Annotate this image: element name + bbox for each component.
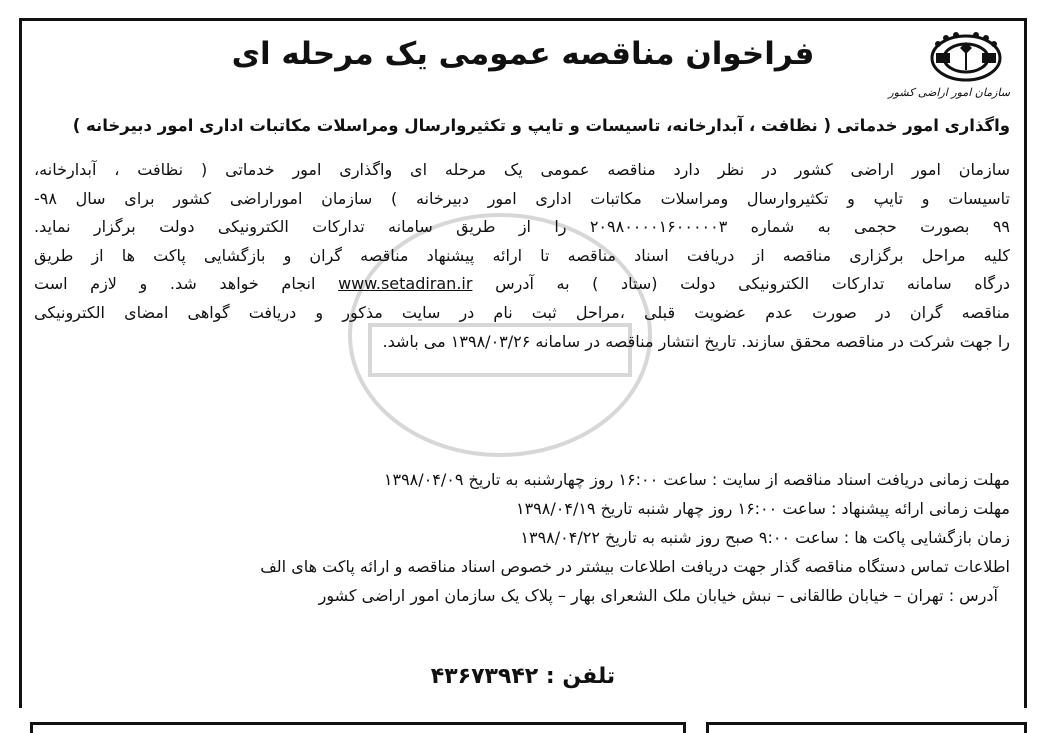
next-notice-frame-left — [30, 722, 686, 733]
portal-text-before: درگاه سامانه تدارکات الکترونیکی دولت (ستاد ) به آدرس — [495, 274, 1010, 294]
notice-info — [34, 465, 1010, 610]
body-line: مناقصه گران در صورت عدم عضویت قبلی ،مراحل ثبت نام در سایت مذکور و دریافت گواهی امضای الکترونیکی — [34, 302, 1010, 322]
address: آدرس : تهران – خیابان طالقانی – نبش خیابان ملک الشعرای بهار – پلاک یک سازمان امور اراضی کشور — [318, 586, 998, 605]
contact-info: اطلاعات تماس دستگاه مناقصه گذار جهت دریافت اطلاعات بیشتر در خصوص اسناد مناقصه و ارائه پاکت های الف — [260, 557, 1010, 576]
body-line: سازمان امور اراضی کشور در نظر دارد مناقصه عمومی یک مرحله ای واگذاری امور خدماتی ( نظافت ، آبدارخانه، — [34, 160, 1010, 179]
body-line-portal — [34, 270, 1010, 299]
next-notice-frame-right — [706, 722, 1027, 733]
phone-number: تلفن : ۴۳۶۷۳۹۴۲ — [430, 664, 616, 689]
notice-subtitle: واگذاری امور خدماتی ( نظافت ، آبدارخانه، تاسیسات و تایپ و تکثیروارسال ومراسلات مکاتبات اداری امور دبیرخانه ) — [72, 116, 1010, 135]
body-line: کلیه مراحل برگزاری مناقصه از دریافت اسناد مناقصه تا ارائه پیشنهاد مناقصه گران و بازگشایی پاکت ها از طریق — [34, 245, 1010, 265]
document-deadline: مهلت زمانی دریافت اسناد مناقصه از سایت : ساعت ۱۶:۰۰ روز چهارشنبه به تاریخ ۱۳۹۸/۰۴/۰۹ — [383, 470, 1010, 489]
logo-caption: سازمان امور اراضی کشور — [888, 86, 1010, 99]
body-line: تاسیسات و تایپ و تکثیروارسال ومراسلات مکاتبات اداری امور دبیرخانه ) سازمان اموراراضی کشور برای سال ۹۸- — [34, 188, 1010, 208]
notice-title: فراخوان مناقصه عمومی یک مرحله ای — [231, 36, 815, 72]
portal-text-after: انجام خواهد شد. و لازم است — [34, 274, 316, 294]
organization-logo — [888, 22, 1014, 108]
body-line: ۹۹ بصورت حجمی به شماره ۲۰۹۸۰۰۰۰۱۶۰۰۰۰۰۳ را از طریق سامانه تدارکات الکترونیکی دولت برگزار نماید. — [34, 217, 1010, 237]
notice-body — [34, 156, 1010, 356]
portal-link[interactable]: www.setadiran.ir — [338, 274, 473, 294]
bid-deadline: مهلت زمانی ارائه پیشنهاد : ساعت ۱۶:۰۰ روز چهار شنبه تاریخ ۱۳۹۸/۰۴/۱۹ — [515, 499, 1010, 518]
body-line: را جهت شرکت در مناقصه محقق سازند. تاریخ انتشار مناقصه در سامانه ۱۳۹۸/۰۳/۲۶ می باشد. — [382, 331, 1010, 351]
opening-time: زمان بازگشایی پاکت ها : ساعت ۹:۰۰ صبح روز شنبه به تاریخ ۱۳۹۸/۰۴/۲۲ — [520, 528, 1010, 547]
